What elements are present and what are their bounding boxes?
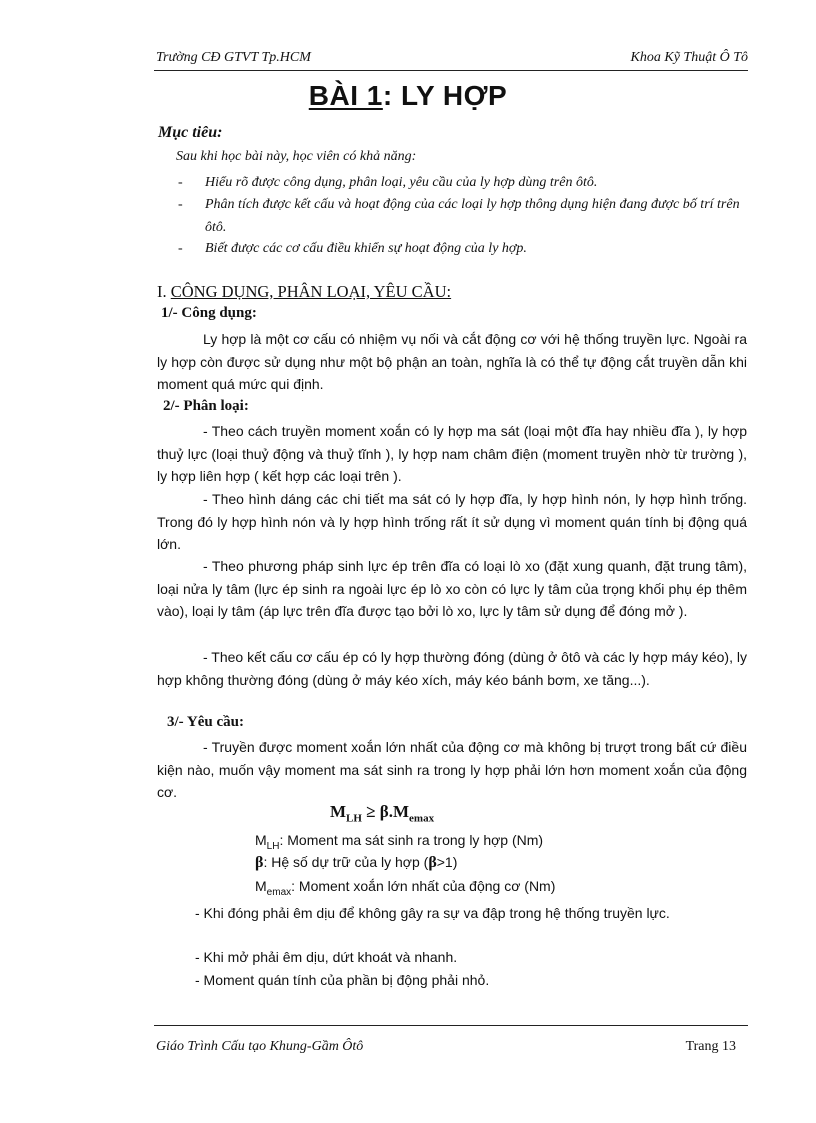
lesson-name: : LY HỢP [382, 80, 508, 111]
header-school: Trường CĐ GTVT Tp.HCM [156, 50, 311, 65]
formula-legend-item: β: Hệ số dự trữ của ly hợp (β>1) [255, 854, 458, 871]
footer-page-number: Trang 13 [685, 1039, 736, 1054]
subsection-heading-classification: 2/- Phân loại: [163, 398, 249, 414]
classification-paragraph: - Theo phương pháp sinh lực ép trên đĩa có loại lò xo (đặt xung quanh, đặt trung tâm), loại nửa ly tâm (lực ép sinh ra ngoài lực ép lò xo còn có lực ly tâm của trọng khối phụ ép thêm vào), loại ly tâm (áp lực trên đĩa được tạo bởi lò xo, lực ly tâm sử dụng để đóng mở ). [157, 558, 747, 620]
requirement-item: - Khi mở phải êm dịu, dứt khoát và nhanh. [195, 949, 458, 965]
objective-item [178, 172, 750, 195]
lesson-title [0, 80, 816, 112]
lesson-number: BÀI 1 [308, 80, 383, 111]
subsection-heading-function: 1/- Công dụng: [161, 305, 257, 321]
header-department: Khoa Kỹ Thuật Ô Tô [630, 50, 748, 65]
page-header [154, 50, 748, 70]
bullet-dash: - [178, 197, 183, 212]
subsection-heading-requirements: 3/- Yêu cầu: [167, 714, 244, 730]
bullet-dash: - [178, 241, 183, 256]
function-paragraph: Ly hợp là một cơ cấu có nhiệm vụ nối và cắt động cơ với hệ thống truyền lực. Ngoài ra ly hợp còn được sử dụng như một bộ phận an toàn, nghĩa là có thể tự động cắt truyền dẫn khi moment quá mức qui định. [157, 331, 747, 393]
classification-paragraph: - Theo kết cấu cơ cấu ép có ly hợp thường đóng (dùng ở ôtô và các ly hợp máy kéo), ly hợp không thường đóng (dùng ở máy kéo xích, máy kéo bánh bơm, xe tăng...). [157, 649, 747, 688]
objective-item [178, 238, 750, 261]
objective-item [178, 194, 750, 239]
header-rule [154, 70, 748, 71]
requirement-item: - Khi đóng phải êm dịu để không gây ra sự va đập trong hệ thống truyền lực. [195, 905, 670, 921]
objective-text: Biết được các cơ cấu điều khiển sự hoạt động của ly hợp. [205, 241, 527, 256]
bullet-dash: - [178, 175, 183, 190]
classification-paragraph: - Theo cách truyền moment xoắn có ly hợp ma sát (loại một đĩa hay nhiều đĩa ), ly hợp thuỷ lực (loại thuỷ động và thuỷ tĩnh ), ly hợp nam châm điện (moment truyền nhờ từ trường ), ly hợp liên hợp ( kết hợp các loại trên ). [157, 423, 747, 485]
formula-legend-item: $M_{LH}$: Moment ma sát sinh ra trong ly hợp (Nm) [255, 832, 544, 852]
objective-text: Hiểu rõ được công dụng, phân loại, yêu cầu của ly hợp dùng trên ôtô. [205, 175, 598, 190]
objectives-intro: Sau khi học bài này, học viên có khả năng: [176, 149, 417, 164]
formula-legend-item: $M_{emax}$: Moment xoắn lớn nhất của động cơ (Nm) [255, 878, 556, 898]
section-heading [157, 282, 451, 302]
requirement-item: - Moment quán tính của phần bị động phải nhỏ. [195, 972, 490, 988]
footer-book-title: Giáo Trình Cấu tạo Khung-Gầm Ôtô [156, 1039, 364, 1054]
footer-rule [154, 1025, 748, 1026]
section-number: I. [157, 282, 171, 301]
section-colon: : [446, 282, 452, 301]
page-footer [154, 1039, 748, 1059]
torque-formula: $M_{LH} \ge \beta.M_{emax}$ [330, 802, 435, 825]
objective-text: Phân tích được kết cấu và hoạt động của các loại ly hợp thông dụng hiện đang được bố trí trên ôtô. [205, 197, 740, 235]
section-title: CÔNG DỤNG, PHÂN LOẠI, YÊU CẦU [170, 282, 447, 301]
objectives-heading: Mục tiêu: [158, 124, 223, 141]
classification-paragraph: - Theo hình dáng các chi tiết ma sát có ly hợp đĩa, ly hợp hình nón, ly hợp hình trống. Trong đó ly hợp hình nón và ly hợp hình trống rất ít sử dụng vì moment quán tính bị động quá lớn. [157, 491, 747, 553]
requirements-paragraph: - Truyền được moment xoắn lớn nhất của động cơ mà không bị trượt trong bất cứ điều kiện nào, muốn vậy moment ma sát sinh ra trong ly hợp phải lớn hơn moment xoắn của động cơ. [157, 739, 747, 801]
